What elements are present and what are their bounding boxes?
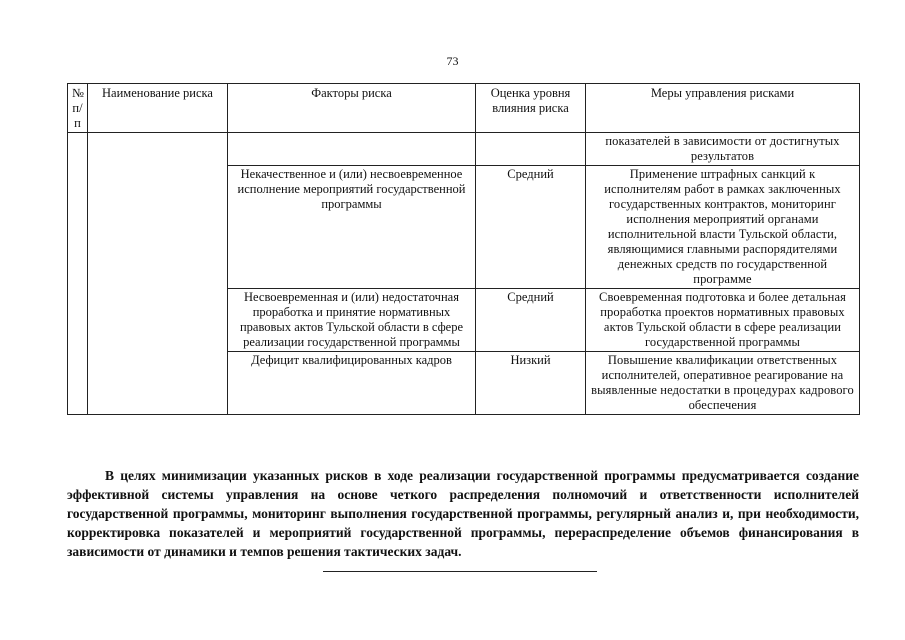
measures-cell: показателей в зависимости от достигнутых результатов	[586, 133, 860, 166]
page-number: 73	[446, 54, 459, 68]
table-row	[68, 133, 860, 166]
num-cell	[68, 133, 88, 415]
table-header-row	[68, 84, 860, 133]
factor-cell: Несвоевременная и (или) недостаточная проработка и принятие нормативных правовых актов Тульской области в сфере реализации государственной программы	[228, 289, 476, 352]
header-risk-factors: Факторы риска	[228, 84, 476, 133]
measures-cell: Повышение квалификации ответственных исполнителей, оперативное реагирование на выявленные недостатки в процедурах кадрового обеспечения	[586, 352, 860, 415]
header-management-measures: Меры управления рисками	[586, 84, 860, 133]
level-cell: Средний	[476, 166, 586, 289]
factor-cell: Дефицит квалифицированных кадров	[228, 352, 476, 415]
risk-name-cell	[88, 133, 228, 415]
separator-line	[323, 571, 597, 572]
header-impact-level: Оценка уровня влияния риска	[476, 84, 586, 133]
level-cell: Низкий	[476, 352, 586, 415]
factor-cell	[228, 133, 476, 166]
level-cell: Средний	[476, 289, 586, 352]
level-cell	[476, 133, 586, 166]
measures-cell: Своевременная подготовка и более детальная проработка проектов нормативных правовых актов Тульской области в сфере реализации государственной программы	[586, 289, 860, 352]
header-num: № п/п	[68, 84, 88, 133]
factor-cell: Некачественное и (или) несвоевременное исполнение мероприятий государственной программы	[228, 166, 476, 289]
measures-cell: Применение штрафных санкций к исполнителям работ в рамках заключенных государственных контрактов, мониторинг исполнения мероприятий органами исполнительной власти Тульской области, являющимися главными распорядителями денежных средств по государственной программе	[586, 166, 860, 289]
risk-table	[67, 83, 860, 415]
header-risk-name: Наименование риска	[88, 84, 228, 133]
body-paragraph: В целях минимизации указанных рисков в ходе реализации государственной программы предусматривается создание эффективной системы управления на основе четкого распределения полномочий и ответственности исполнителей государственной программы, мониторинг выполнения государственной программы, регулярный анализ и, при необходимости, корректировка показателей и мероприятий государственной программы, перераспределение объемов финансирования в зависимости от динамики и темпов решения тактических задач.	[67, 468, 859, 559]
